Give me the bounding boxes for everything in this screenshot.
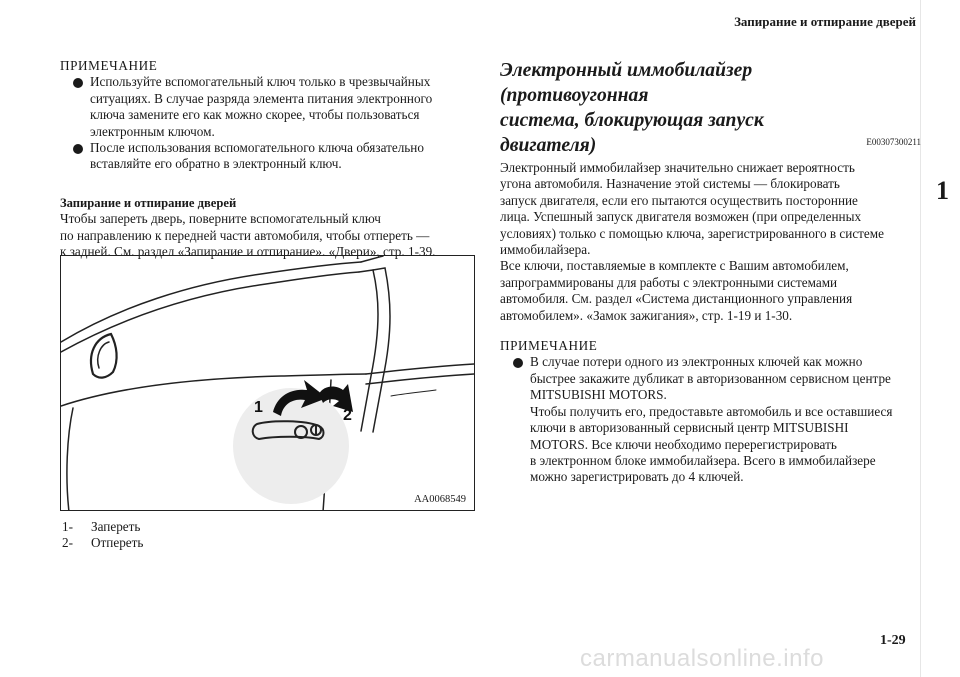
text-line: ключи в авторизованный сервисный центр MITSUBISHI bbox=[530, 420, 849, 436]
text-line: Используйте вспомогательный ключ только в чрезвычайных bbox=[90, 74, 431, 90]
note-bullet-1 bbox=[60, 74, 480, 140]
immobilizer-title bbox=[500, 58, 925, 158]
legend-text: Запереть bbox=[91, 519, 141, 534]
running-header: Запирание и отпирание дверей bbox=[734, 14, 916, 29]
legend-item bbox=[62, 535, 143, 551]
text-line: электронным ключом. bbox=[90, 123, 215, 139]
text-line: быстрее закажите дубликат в авторизованном сервисном центре bbox=[530, 370, 891, 386]
legend-text: Отпереть bbox=[91, 535, 144, 551]
watermark-text: carmanualsonline.info bbox=[580, 645, 824, 672]
text-line: можно зарегистрировать до 4 ключей. bbox=[530, 469, 744, 485]
door-drawing bbox=[61, 256, 475, 511]
text-line: автомобиля. См. раздел «Система дистанционного управления bbox=[500, 291, 853, 307]
text-line: по направлению к передней части автомобиля, чтобы отпереть — bbox=[60, 227, 430, 243]
legend-number: 1- bbox=[62, 519, 73, 534]
text-line: Все ключи, поставляемые в комплекте с Вашим автомобилем, bbox=[500, 258, 849, 274]
bullet-dot-icon bbox=[73, 144, 83, 154]
legend-number: 2- bbox=[62, 535, 73, 551]
right-column bbox=[500, 58, 925, 486]
page-number: 1-29 bbox=[880, 633, 906, 648]
figure-code: AA0068549 bbox=[414, 494, 466, 505]
section-code: E00307300211 bbox=[866, 137, 921, 147]
text-line: ключа замените его как можно скорее, чтобы пользоваться bbox=[90, 107, 420, 123]
callout-2: 2 bbox=[343, 407, 352, 424]
text-line: вставляйте его обратно в электронный ключ. bbox=[90, 156, 342, 172]
left-column bbox=[60, 58, 480, 260]
text-line: к задней. См. раздел «Запирание и отпирание». «Двери», стр. 1-39. bbox=[60, 244, 436, 260]
figure-legend bbox=[62, 519, 143, 552]
section-tab-number: 1 bbox=[936, 176, 949, 205]
text-line: После использования вспомогательного ключа обязательно bbox=[90, 140, 424, 156]
text-line: условиях) только с помощью ключа, зарегистрированного в системе bbox=[500, 225, 884, 241]
note-bullet-2 bbox=[60, 140, 480, 173]
note-heading: ПРИМЕЧАНИЕ bbox=[500, 338, 598, 354]
text-line: запрограммированы для работы с электронными системами bbox=[500, 274, 838, 290]
bullet-dot-icon bbox=[513, 358, 523, 368]
text-line: Чтобы получить его, предоставьте автомобиль и все оставшиеся bbox=[530, 403, 893, 419]
text-line: ситуациях. В случае разряда элемента питания электронного bbox=[90, 90, 433, 106]
lock-subheading: Запирание и отпирание дверей bbox=[60, 195, 237, 210]
text-line: Чтобы запереть дверь, поверните вспомогательный ключ bbox=[60, 211, 381, 227]
note-bullet-3 bbox=[500, 354, 925, 485]
immobilizer-paragraph-2 bbox=[500, 258, 925, 324]
bullet-dot-icon bbox=[73, 78, 83, 88]
text-line: MITSUBISHI MOTORS. bbox=[530, 387, 667, 403]
door-key-illustration bbox=[60, 255, 475, 511]
text-line: в электронном блоке иммобилайзера. Всего в иммобилайзере bbox=[530, 452, 876, 468]
title-line: Электронный иммобилайзер (противоугонная bbox=[500, 60, 753, 106]
text-line: MOTORS. Все ключи необходимо перерегистрировать bbox=[530, 436, 837, 452]
text-line: В случае потери одного из электронных ключей как можно bbox=[530, 354, 863, 370]
text-line: запуск двигателя, если его пытаются осуществить посторонние bbox=[500, 192, 858, 208]
legend-item bbox=[62, 519, 143, 535]
immobilizer-paragraph-1 bbox=[500, 160, 925, 258]
text-line: автомобилем». «Замок зажигания», стр. 1-19 и 1-30. bbox=[500, 307, 793, 323]
title-line: система, блокирующая запуск двигателя) bbox=[500, 110, 764, 156]
text-line: лица. Успешный запуск двигателя возможен (при определенных bbox=[500, 209, 862, 225]
note-heading: ПРИМЕЧАНИЕ bbox=[60, 58, 158, 73]
text-line: угона автомобиля. Назначение этой системы — блокировать bbox=[500, 176, 840, 192]
text-line: иммобилайзера. bbox=[500, 242, 591, 258]
text-line: Электронный иммобилайзер значительно снижает вероятность bbox=[500, 160, 855, 175]
callout-1: 1 bbox=[254, 399, 263, 416]
